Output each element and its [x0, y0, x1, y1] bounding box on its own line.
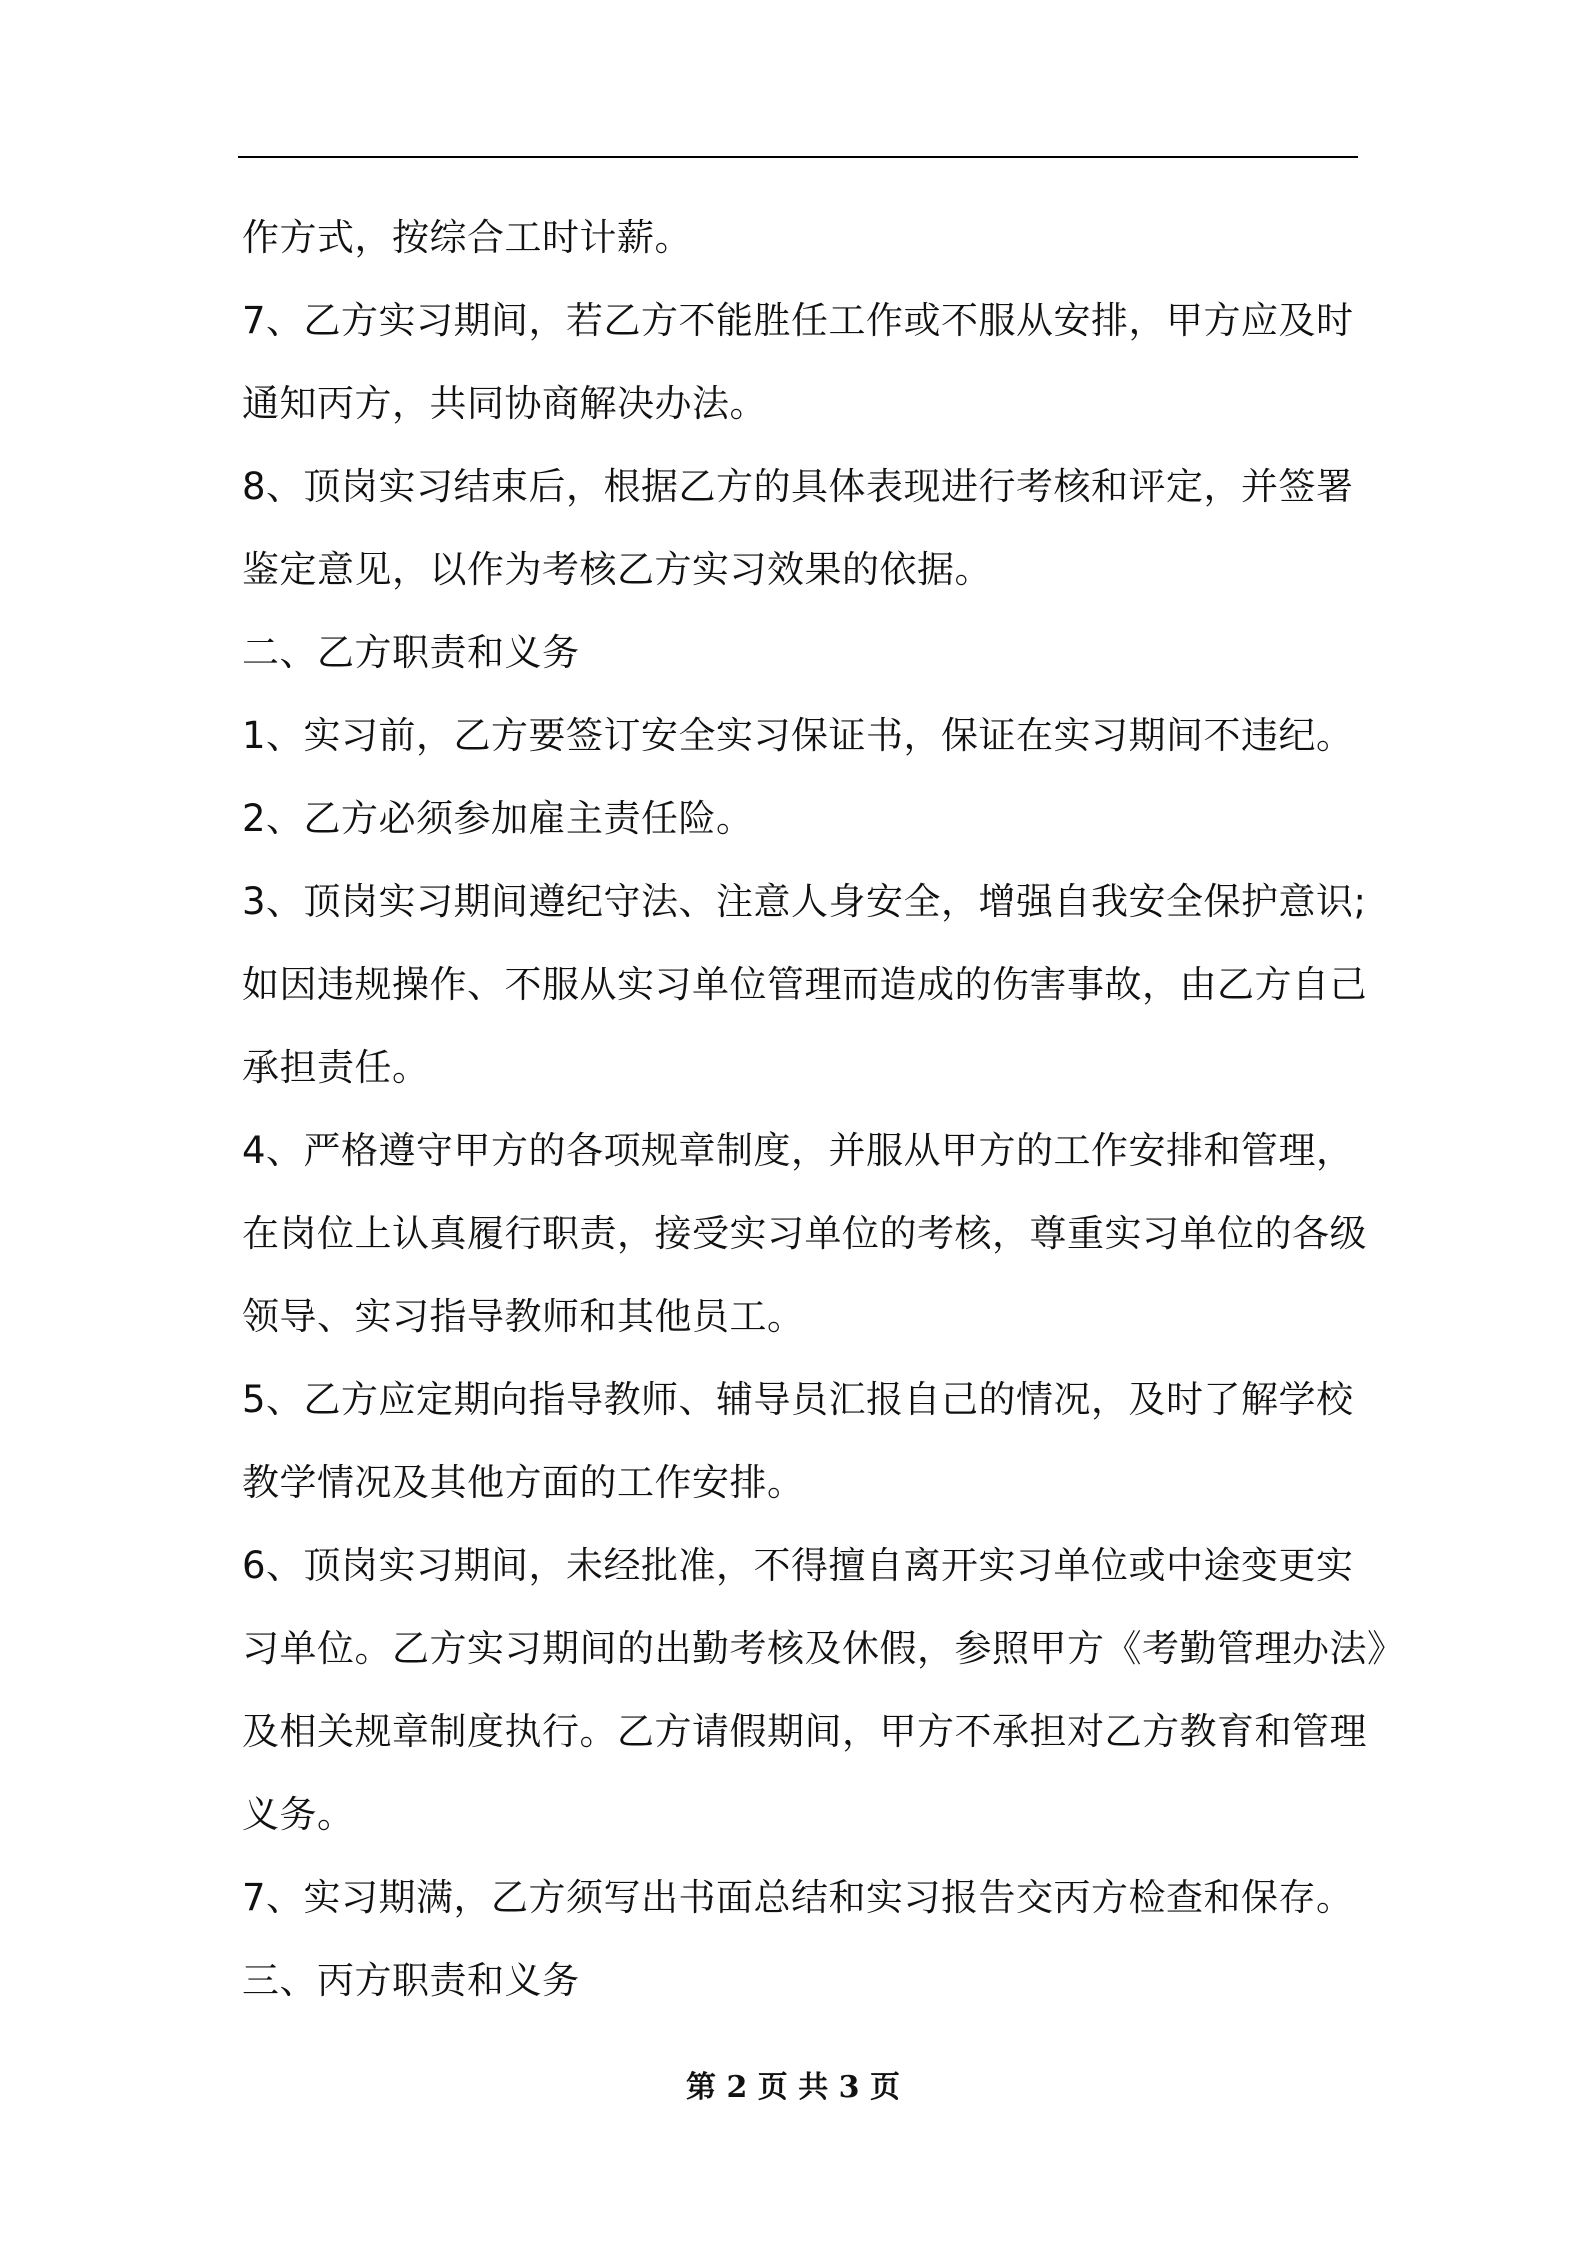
text-line: 教学情况及其他方面的工作安排。: [242, 1461, 805, 1504]
text-line: 义务。: [242, 1793, 355, 1836]
text-line: 2、乙方必须参加雇主责任险。: [242, 797, 754, 840]
text-line: 通知丙方，共同协商解决办法。: [242, 382, 767, 425]
text-line: 8、顶岗实习结束后，根据乙方的具体表现进行考核和评定，并签署: [242, 465, 1354, 508]
section-heading: 三、丙方职责和义务: [242, 1959, 580, 2002]
page-number: 第 2 页 共 3 页: [686, 2070, 900, 2105]
document-body: [242, 196, 1405, 2022]
text-line: 7、乙方实习期间，若乙方不能胜任工作或不服从安排，甲方应及时: [242, 299, 1354, 342]
header-rule: [238, 156, 1358, 158]
text-line: 5、乙方应定期向指导教师、辅导员汇报自己的情况，及时了解学校: [242, 1378, 1354, 1421]
text-line: 1、实习前，乙方要签订安全实习保证书，保证在实习期间不违纪。: [242, 714, 1354, 757]
text-line: 7、实习期满，乙方须写出书面总结和实习报告交丙方检查和保存。: [242, 1876, 1354, 1919]
text-line: 领导、实习指导教师和其他员工。: [242, 1295, 805, 1338]
text-line: 3、顶岗实习期间遵纪守法、注意人身安全，增强自我安全保护意识;: [242, 880, 1367, 923]
text-line: 习单位。乙方实习期间的出勤考核及休假，参照甲方《考勤管理办法》: [242, 1627, 1405, 1670]
text-line: 如因违规操作、不服从实习单位管理而造成的伤害事故，由乙方自己: [242, 963, 1367, 1006]
text-line: 鉴定意见，以作为考核乙方实习效果的依据。: [242, 548, 992, 591]
text-line: 作方式，按综合工时计薪。: [242, 216, 692, 259]
text-line: 承担责任。: [242, 1046, 430, 1089]
text-line: 及相关规章制度执行。乙方请假期间，甲方不承担对乙方教育和管理: [242, 1710, 1367, 1753]
text-line: 4、严格遵守甲方的各项规章制度，并服从甲方的工作安排和管理，: [242, 1129, 1354, 1172]
section-heading: 二、乙方职责和义务: [242, 631, 580, 674]
text-line: 6、顶岗实习期间，未经批准，不得擅自离开实习单位或中途变更实: [242, 1544, 1354, 1587]
text-line: 在岗位上认真履行职责，接受实习单位的考核，尊重实习单位的各级: [242, 1212, 1367, 1255]
